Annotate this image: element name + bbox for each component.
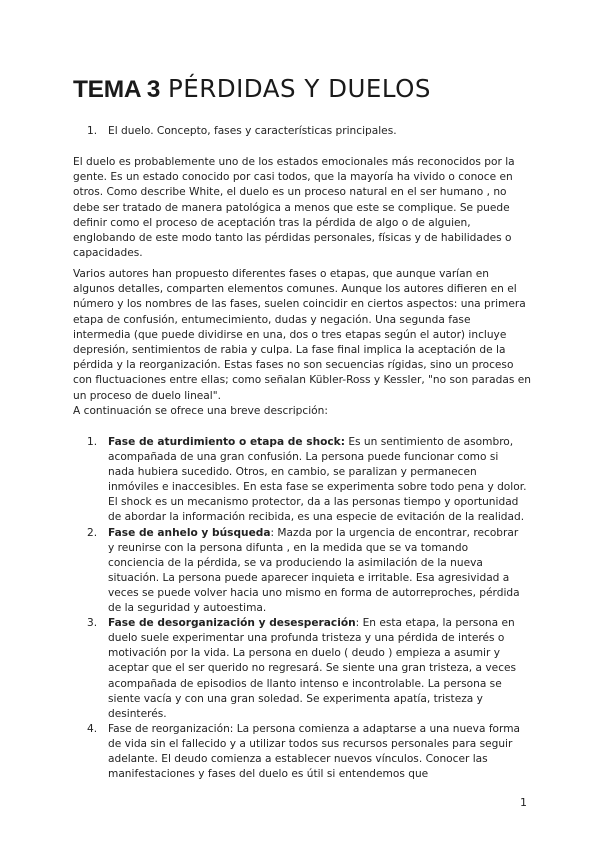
subheading-text: El duelo. Concepto, fases y características principales. [108,125,397,137]
title-prefix: TEMA 3 [73,76,161,103]
phases-list [87,435,527,782]
item-title: Fase de anhelo y búsqueda [108,526,271,539]
item-text: : Mazda por la urgencia de encontrar, recobrar y reunirse con la persona difunta , en la medida que se va tomando conciencia de la pérdida, se va produciendo la asimilación de la nueva situación. La persona puede aparecer inquieta e irritable. Esa agresividad a veces se puede volver hacia uno mismo en forma de autorreproches, pérdida de la seguridad y autoestima. [108,526,520,615]
paragraph-lead: A continuación se ofrece una breve descripción: [73,405,328,417]
title-text: PÉRDIDAS Y DUELOS [167,74,431,103]
paragraph-phases: Varios autores han propuesto diferentes fases o etapas, que aunque varían en algunos detalles, comparten elementos comunes. Aunque los autores difieren en el número y los nombres de las fases, suelen coincidir en ciertos aspectos: una primera etapa de confusión, entumecimiento, dudas y negación. Una segunda fase intermedia (que puede dividirse en una, dos o tres etapas según el autor) incluye depresión, sentimientos de rabia y culpa. La fase final implica la aceptación de la pérdida y la reorganización. Estas fases no son secuencias rígidas, sino un proceso con fluctuaciones entre ellas; como señalan Kübler-Ross y Kessler, "no son paradas en un proceso de duelo lineal". [73,268,531,402]
item-number: 2. [87,526,98,539]
item-number: 3. [87,617,98,630]
item-number: 1. [87,436,98,448]
item-text: Es un sentimiento de asombro, acompañada de una gran confusión. La persona puede funcionar como si nada hubiera sucedido. Otros, en cambio, se paralizan y permanecen inmóviles e inaccesibles. En esta fase se experimenta sobre todo pena y dolor. El shock es un mecanismo protector, da a las personas tiempo y oportunidad de abordar la información recibida, es una especie de evitación de la realidad. [108,436,527,524]
item-text: Fase de reorganización: La persona comienza a adaptarse a una nueva forma de vida sin el fallecido y a utilizar todos sus recursos personales para seguir adelante. El deudo comienza a establecer nuevos vínculos. Conocer las manifestaciones y fases del duelo es útil si entendemos que [108,722,521,781]
paragraph-intro: El duelo es probablemente uno de los estados emocionales más reconocidos por la gente. Es un estado conocido por casi todos, que la mayoría ha vivido o conoce en otros. Como describe White, el duelo es un proceso natural en el ser humano , no debe ser tratado de manera patológica a menos que este se complique. Se puede definir como el proceso de aceptación tras la pérdida de algo o de alguien, englobando de este modo tanto las pérdidas personales, físicas y de habilidades o capacidades. [73,156,515,260]
subheading [87,124,527,139]
item-title: Fase de aturdimiento o etapa de shock: [108,436,345,448]
list-item [87,616,527,722]
list-item [87,722,527,782]
item-text: : En esta etapa, la persona en duelo suele experimentar una profunda tristeza y una pérdida de interés o motivación por la vida. La persona en duelo ( deudo ) empieza a asumir y aceptar que el ser querido no regresará. Se siente una gran tristeza, a veces acompañada de episodios de llanto intenso e incontrolable. La persona se siente vacía y con una gran soledad. Se experimenta apatía, tristeza y desinterés. [108,617,517,720]
subheading-number: 1. [87,125,98,137]
list-item [87,526,527,617]
list-item [87,435,527,526]
page-number: 1 [520,796,527,809]
item-title: Fase de desorganización y desesperación [108,617,356,630]
item-number: 4. [87,722,98,735]
page-title [73,72,533,107]
